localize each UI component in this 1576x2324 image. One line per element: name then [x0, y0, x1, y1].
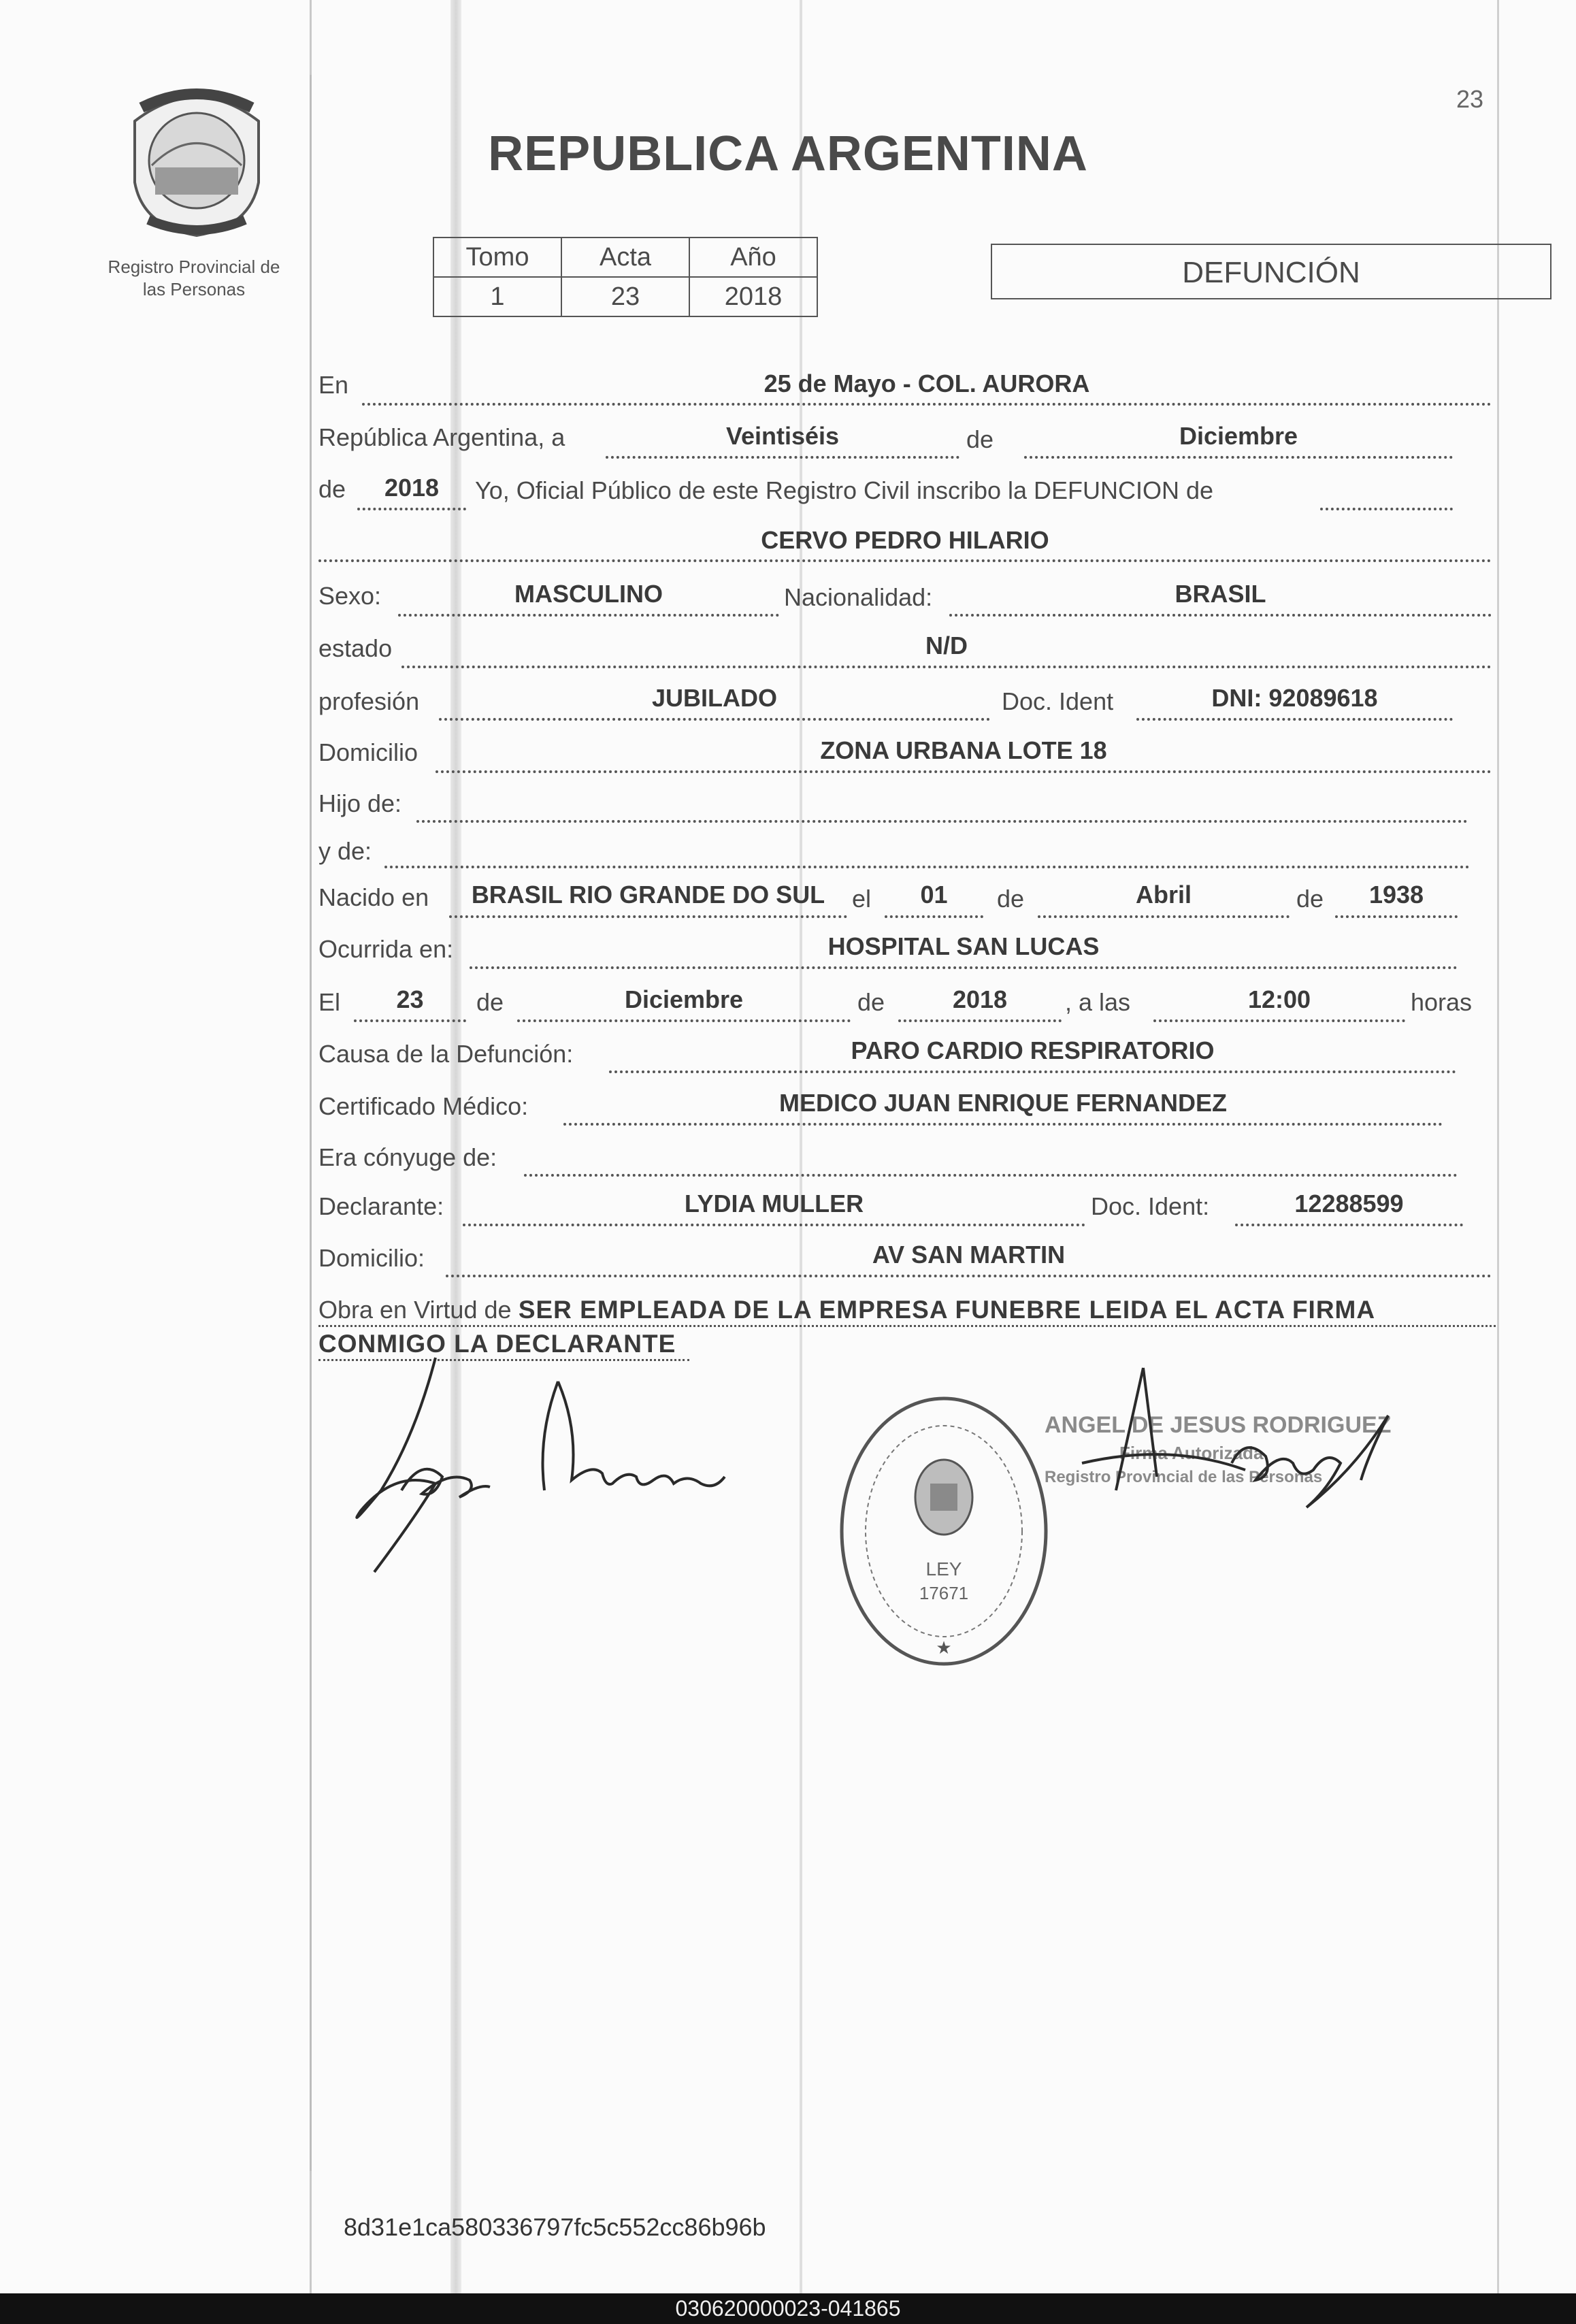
label-ocurrida-en: Ocurrida en:	[318, 935, 454, 963]
label-yo: Yo, Oficial Público de este Registro Civil inscribo la DEFUNCION de	[475, 476, 1214, 504]
grounds-line1: SER EMPLEADA DE LA EMPRESA FUNEBRE LEIDA EL ACTA FIRMA	[518, 1296, 1376, 1324]
field-line	[563, 1123, 1443, 1126]
official-stamp	[832, 1388, 1056, 1674]
ref-header-anio: Año	[689, 238, 817, 277]
field-line	[609, 1070, 1456, 1073]
marital-status-value: N/D	[925, 632, 968, 659]
registry-name-line2: las Personas	[142, 279, 246, 299]
label-doc-ident: Doc. Ident	[1002, 687, 1114, 715]
birth-month-value: Abril	[1135, 881, 1192, 909]
field-line	[1024, 456, 1453, 459]
birthplace-value: BRASIL RIO GRANDE DO SUL	[471, 881, 825, 909]
label-el-cap: El	[318, 988, 341, 1016]
label-republica: República Argentina, a	[318, 423, 565, 451]
grounds-paragraph	[318, 1293, 1496, 1361]
label-sexo: Sexo:	[318, 582, 382, 610]
birth-year-value: 1938	[1368, 881, 1424, 909]
field-line	[318, 559, 1492, 562]
sex-value: MASCULINO	[514, 580, 663, 608]
label-hijo-de: Hijo de:	[318, 789, 402, 817]
label-certificado: Certificado Médico:	[318, 1092, 529, 1120]
officer-role: Firma Autorizada	[1119, 1443, 1264, 1463]
field-line	[384, 866, 1470, 868]
death-month-value: Diciembre	[624, 985, 744, 1013]
record-type-box: DEFUNCIÓN	[991, 244, 1552, 299]
declarant-signature	[333, 1354, 742, 1579]
officer-signature	[1068, 1361, 1409, 1524]
stamp-star-icon: ★	[936, 1637, 952, 1658]
field-line	[885, 915, 983, 918]
label-a-las: , a las	[1065, 988, 1131, 1016]
label-de-b1: de	[997, 885, 1025, 913]
field-line	[463, 1224, 1085, 1226]
reference-table	[433, 237, 818, 317]
field-line	[524, 1174, 1458, 1177]
field-line	[446, 1275, 1492, 1277]
field-line	[1136, 718, 1453, 721]
margin-rule	[310, 75, 312, 2171]
label-domicilio: Domicilio	[318, 738, 418, 766]
field-line	[1153, 1019, 1405, 1022]
ref-header-acta: Acta	[561, 238, 689, 277]
label-domicilio2: Domicilio:	[318, 1244, 425, 1272]
deceased-name-value: CERVO PEDRO HILARIO	[761, 526, 1049, 554]
field-line	[362, 403, 1492, 406]
field-line	[1335, 915, 1458, 918]
field-line	[470, 966, 1458, 969]
registry-name-line1: Registro Provincial de	[108, 257, 280, 277]
label-de-year: de	[318, 475, 346, 503]
place-value: 25 de Mayo - COL. AURORA	[764, 370, 1090, 397]
nationality-value: BRASIL	[1175, 580, 1266, 608]
field-line	[318, 1325, 1496, 1327]
field-line	[606, 456, 959, 459]
label-nacionalidad: Nacionalidad:	[784, 583, 933, 611]
label-en: En	[318, 371, 349, 399]
field-line	[1320, 508, 1453, 510]
death-year-value: 2018	[952, 985, 1008, 1013]
profession-value: JUBILADO	[651, 684, 777, 712]
label-de-b2: de	[1296, 885, 1324, 913]
death-time-value: 12:00	[1247, 985, 1311, 1013]
document-title: REPUBLICA ARGENTINA	[488, 127, 1088, 181]
registry-name	[88, 256, 299, 301]
document-hash: 8d31e1ca580336797fc5c552cc86b96b	[344, 2213, 766, 2241]
label-profesion: profesión	[318, 687, 420, 715]
declarant-address-value: AV SAN MARTIN	[872, 1241, 1066, 1269]
birth-day-value: 01	[920, 881, 948, 909]
page-number: 23	[1456, 85, 1484, 113]
ref-value-anio: 2018	[689, 277, 817, 316]
death-day-value: 23	[396, 985, 424, 1013]
year-value: 2018	[384, 474, 440, 502]
address-value: ZONA URBANA LOTE 18	[820, 736, 1107, 764]
scan-fold-line	[1497, 0, 1499, 2293]
field-line	[416, 820, 1468, 823]
scan-footer-code: 030620000023-041865	[0, 2293, 1576, 2324]
declarant-value: LYDIA MULLER	[684, 1190, 864, 1217]
field-line	[354, 1019, 466, 1022]
stamp-center-line1: LEY	[925, 1558, 962, 1580]
declarant-doc-value: 12288599	[1294, 1190, 1404, 1217]
label-doc-ident2: Doc. Ident:	[1091, 1192, 1210, 1220]
dni-value: DNI: 92089618	[1211, 684, 1378, 712]
label-declarante: Declarante:	[318, 1192, 444, 1220]
day-words-value: Veintiséis	[725, 422, 840, 450]
field-line	[517, 1019, 851, 1022]
field-line	[398, 614, 779, 617]
officer-name: ANGEL DE JESUS RODRIGUEZ	[1045, 1412, 1392, 1438]
label-horas: horas	[1411, 988, 1473, 1016]
ref-value-acta: 23	[561, 277, 689, 316]
label-obra: Obra en Virtud de	[318, 1296, 512, 1324]
field-line	[439, 718, 990, 721]
death-place-value: HOSPITAL SAN LUCAS	[827, 932, 1100, 960]
label-causa: Causa de la Defunción:	[318, 1040, 574, 1068]
label-de: de	[966, 425, 994, 453]
ref-value-tomo: 1	[433, 277, 561, 316]
field-line	[449, 915, 847, 918]
label-conyuge: Era cónyuge de:	[318, 1143, 497, 1171]
stamp-center-line2: 17671	[919, 1583, 969, 1603]
month-value: Diciembre	[1179, 422, 1298, 450]
medical-certificate-value: MEDICO JUAN ENRIQUE FERNANDEZ	[778, 1089, 1228, 1117]
cause-value: PARO CARDIO RESPIRATORIO	[851, 1036, 1215, 1064]
field-line	[1235, 1224, 1463, 1226]
field-line	[949, 614, 1492, 617]
field-line	[898, 1019, 1062, 1022]
scan-fold-line	[800, 0, 802, 2293]
field-line	[1038, 915, 1290, 918]
officer-office: Registro Provincial de las Personas	[1045, 1468, 1323, 1486]
field-line	[401, 666, 1492, 668]
label-de-d1: de	[476, 988, 504, 1016]
label-el: el	[852, 885, 872, 913]
field-line	[436, 770, 1492, 773]
ref-header-tomo: Tomo	[433, 238, 561, 277]
label-estado: estado	[318, 634, 393, 662]
label-nacido-en: Nacido en	[318, 883, 429, 911]
label-de-d2: de	[857, 988, 885, 1016]
grounds-line2: CONMIGO LA DECLARANTE	[318, 1330, 676, 1358]
field-line	[357, 508, 466, 510]
label-y-de: y de:	[318, 837, 372, 865]
